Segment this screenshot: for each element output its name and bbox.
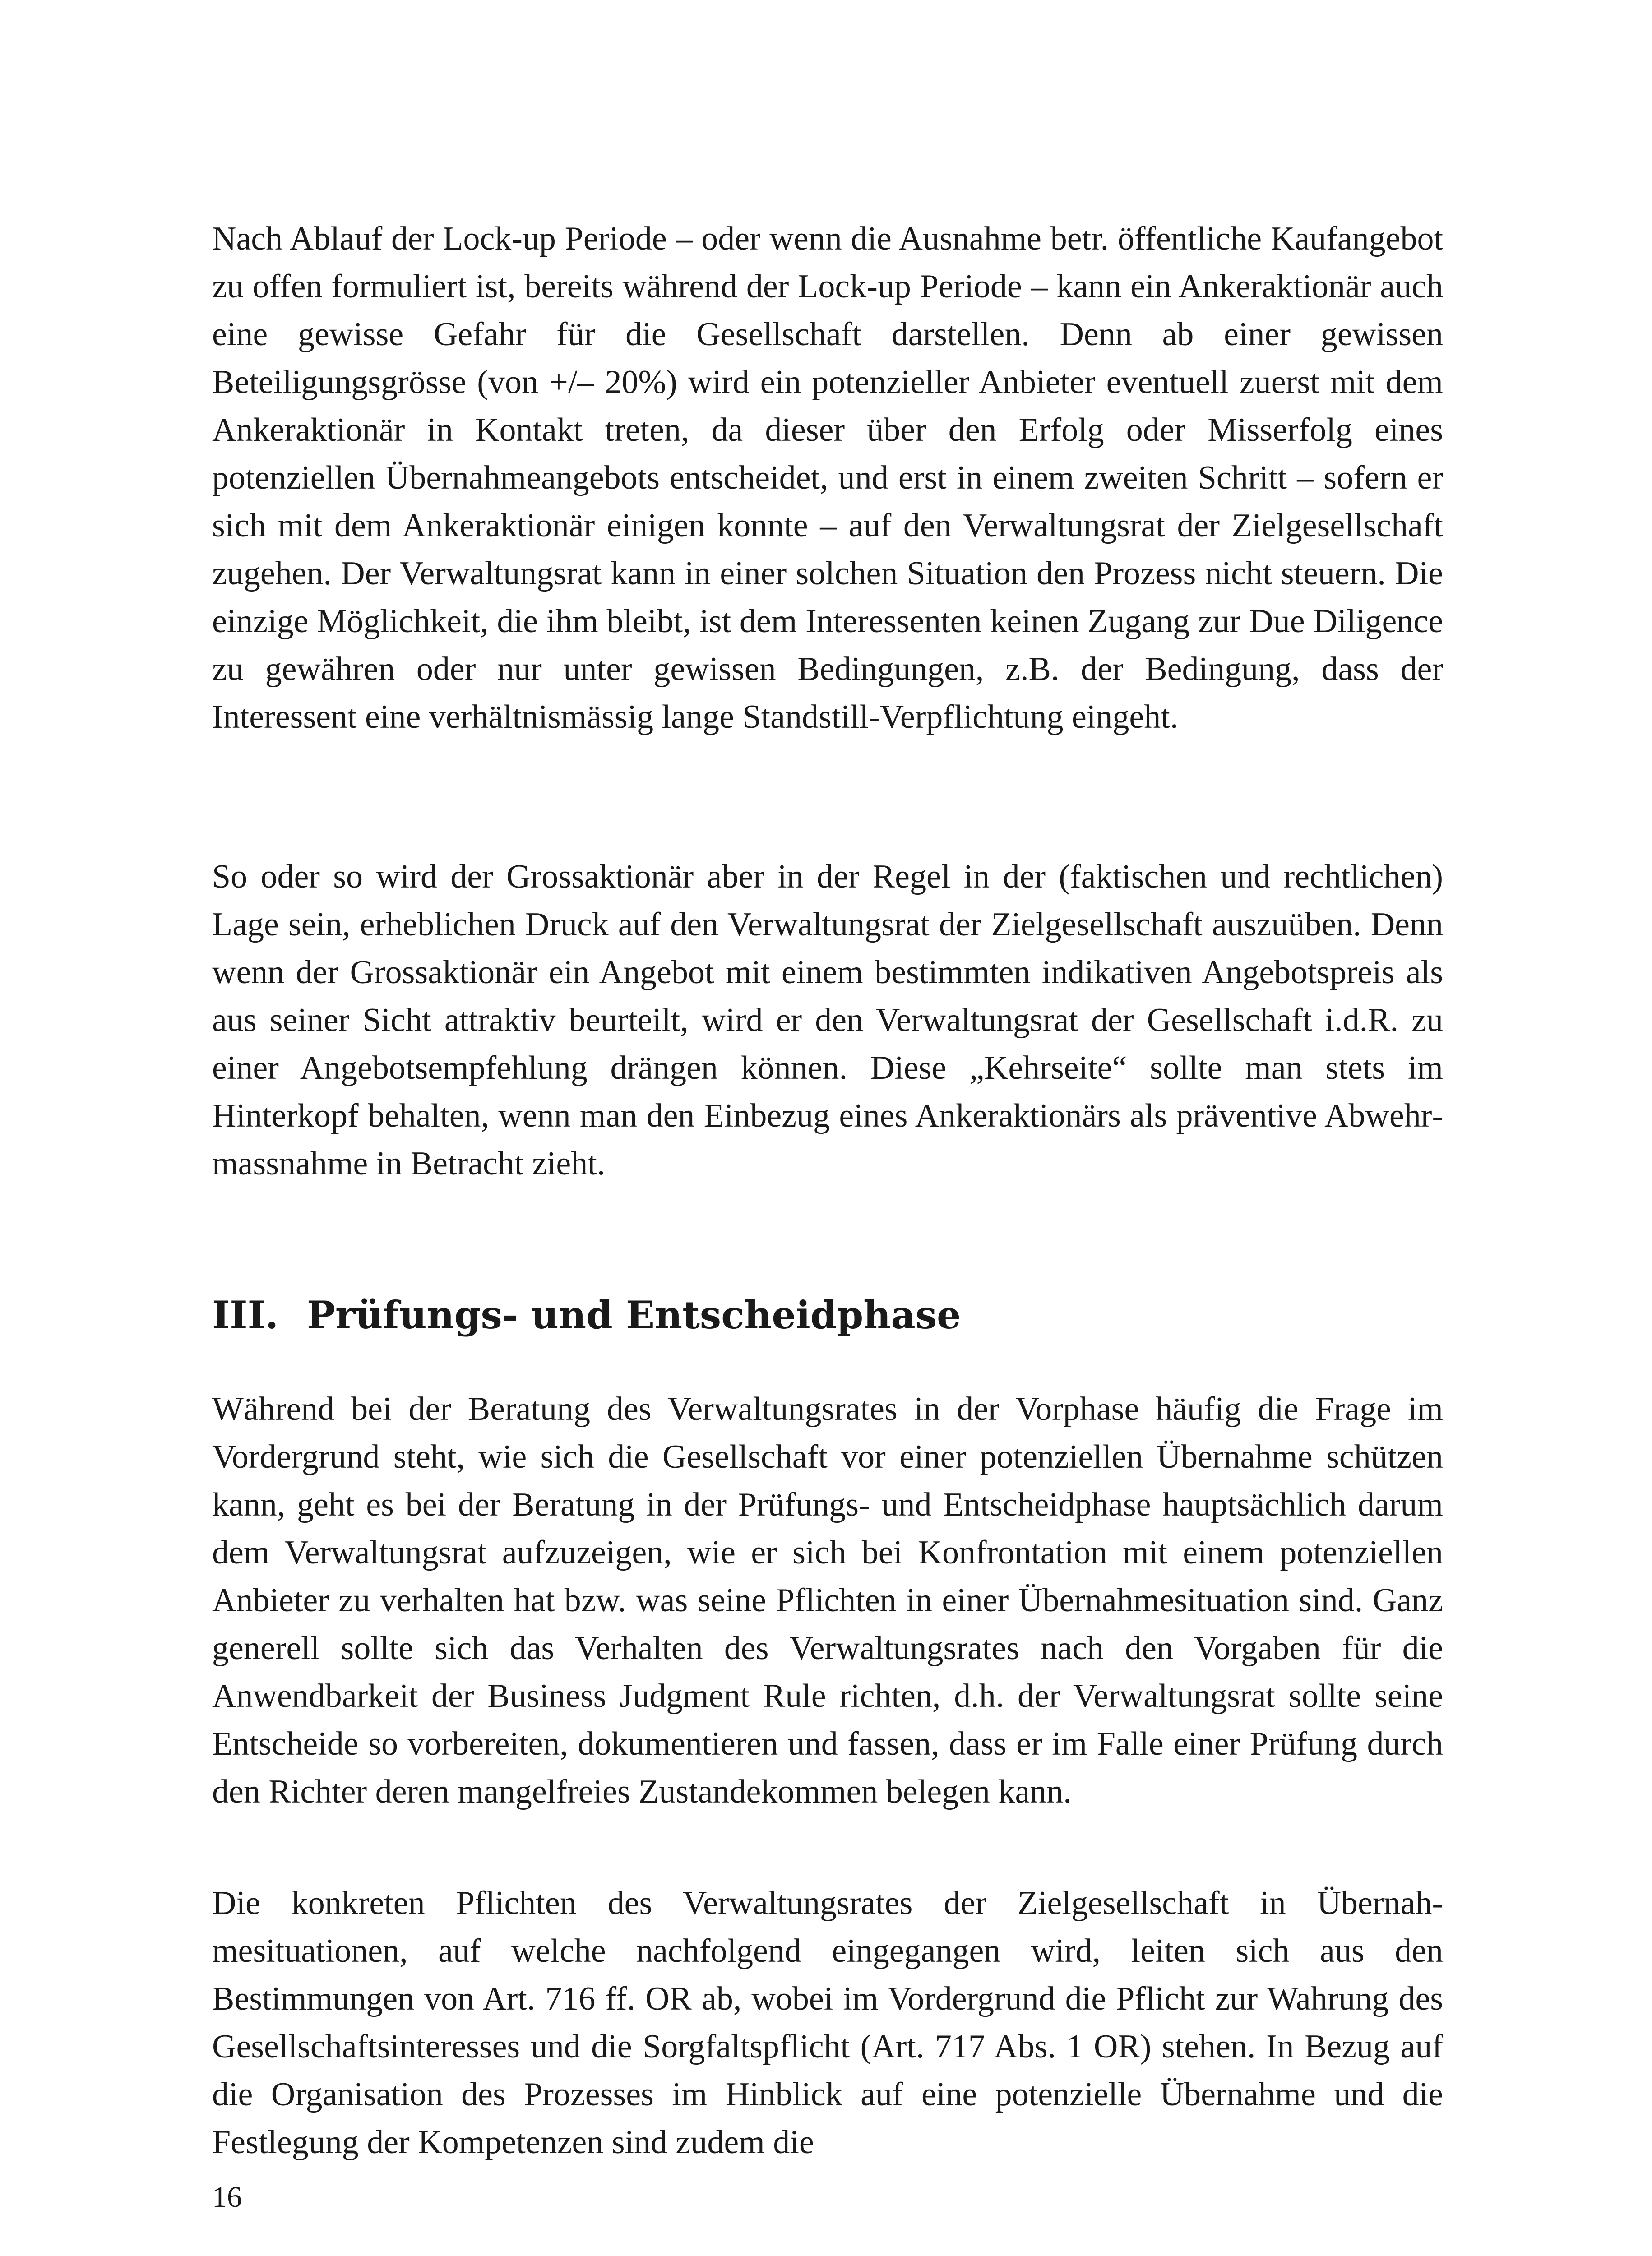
body-paragraph-4: Die konkreten Pflichten des Verwaltungsrates der Zielgesellschaft in Übernahmesituationen, auf welche nachfolgend eingegangen wird, leiten sich aus den Bestimmungen von Art. 716 ff. OR ab, wobei im Vordergrund die Pflicht zur Wahrung des Gesellschaftsinteresses und die Sorgfaltspflicht (Art. 717 Abs. 1 OR) stehen. In Bezug auf die Organisation des Prozesses im Hinblick auf eine potenzielle Übernahme und die Festlegung der Kompetenzen sind zudem die: [212, 1885, 1443, 2161]
page-number: 16: [212, 2181, 242, 2214]
body-paragraph-1: Nach Ablauf der Lock-up Periode – oder wenn die Ausnahme betr. öffentliche Kaufangebot zu offen formuliert ist, bereits während der Lock-up Periode – kann ein Ankeraktionär auch eine gewisse Gefahr für die Gesellschaft darstellen. Denn ab einer gewissen Beteiligungsgrösse (von +/– 20%) wird ein potenzieller Anbieter eventuell zuerst mit dem Ankeraktionär in Kontakt treten, da dieser über den Erfolg oder Misserfolg eines potenziellen Übernahmeangebots entscheidet, und erst in einem zweiten Schritt – sofern er sich mit dem Ankeraktionär einigen konnte – auf den Verwaltungsrat der Zielgesellschaft zugehen. Der Verwaltungsrat kann in einer solchen Situation den Prozess nicht steuern. Die einzige Möglichkeit, die ihm bleibt, ist dem Interessenten keinen Zugang zur Due Diligence zu gewähren oder nur unter gewissen Bedingungen, z.B. der Bedingung, dass der Interessent eine verhältnismässig lange Standstill-Verpflichtung eingeht.: [212, 220, 1443, 735]
body-paragraph-2: So oder so wird der Grossaktionär aber in der Regel in der (faktischen und rechtlichen) Lage sein, erheblichen Druck auf den Verwaltungsrat der Zielgesellschaft auszuüben. Denn wenn der Grossaktionär ein Angebot mit einem bestimmten indikativen Angebotspreis als aus seiner Sicht attraktiv beurteilt, wird er den Verwaltungsrat der Gesellschaft i.d.R. zu einer Angebotsempfehlung drängen können. Diese „Kehrseite“ sollte man stets im Hinterkopf behalten, wenn man den Einbezug eines Ankeraktionärs als präventive Abwehrmassnahme in Betracht zieht.: [212, 858, 1443, 1182]
section-number: III.: [212, 1293, 279, 1337]
body-paragraph-3: Während bei der Beratung des Verwaltungsrates in der Vorphase häufig die Frage im Vordergrund steht, wie sich die Gesellschaft vor einer potenziellen Übernahme schützen kann, geht es bei der Beratung in der Prüfungs- und Entscheidphase hauptsächlich darum dem Verwaltungsrat aufzuzeigen, wie er sich bei Konfrontation mit einem potenziellen Anbieter zu verhalten hat bzw. was seine Pflichten in einer Übernahmesituation sind. Ganz generell sollte sich das Verhalten des Verwaltungsrates nach den Vorgaben für die Anwendbarkeit der Business Judgment Rule richten, d.h. der Verwaltungsrat sollte seine Entscheide so vorbereiten, dokumentieren und fassen, dass er im Falle einer Prüfung durch den Richter deren mangelfreies Zustandekommen belegen kann.: [212, 1391, 1443, 1810]
section-heading: [212, 1290, 1443, 1340]
section-title: Prüfungs- und Entscheidphase: [307, 1293, 961, 1337]
